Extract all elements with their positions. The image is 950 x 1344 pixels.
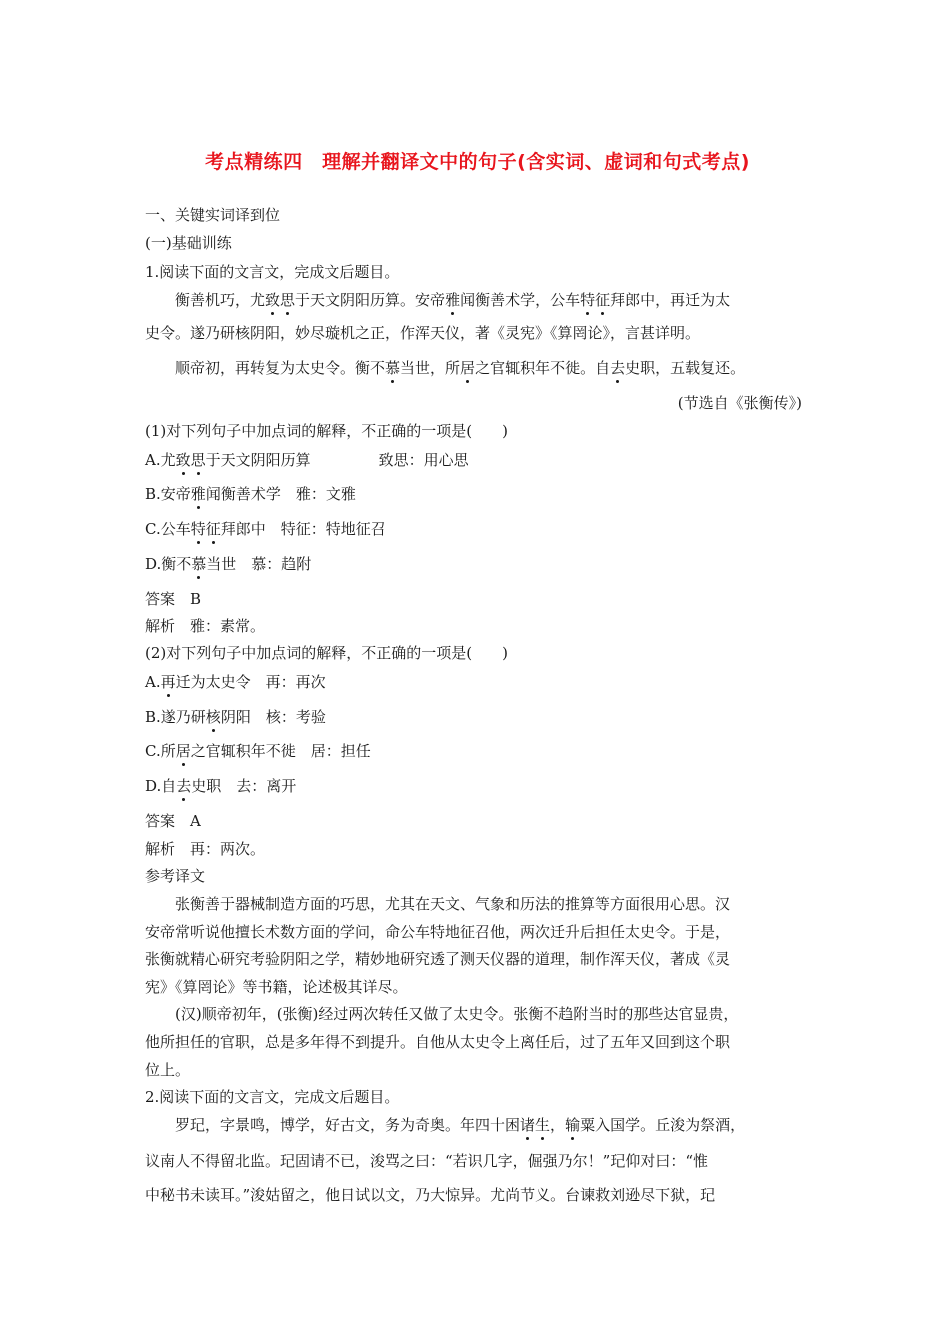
- translation-line-1: 张衡善于器械制造方面的巧思，尤其在天文、气象和历法的推算等方面很用心思。汉: [175, 895, 731, 913]
- sub-question-1-stem: (1)对下列句子中加点词的解释，不正确的一项是( ): [145, 422, 508, 440]
- translation-line-7: 位上。: [145, 1061, 191, 1079]
- question-1-prompt: 1.阅读下面的文言文，完成文后题目。: [145, 263, 400, 281]
- option-1b: B.安帝雅闻衡善术学 雅：文雅: [145, 485, 356, 503]
- option-2b: B.遂乃研核阴阳 核：考验: [145, 708, 326, 726]
- sub-question-2-stem: (2)对下列句子中加点词的解释，不正确的一项是( ): [145, 644, 508, 662]
- translation-line-5: (汉)顺帝初年，(张衡)经过两次转任又做了太史令。张衡不趋附当时的那些达官显贵，: [175, 1005, 739, 1023]
- option-2a: A.再迁为太史令 再：再次: [145, 673, 326, 691]
- analysis-2: 解析 再：两次。: [145, 840, 266, 858]
- section-heading: 一、关键实词译到位: [145, 206, 281, 224]
- translation-line-6: 他所担任的官职，总是多年得不到提升。自他从太史令上离任后，过了五年又回到这个职: [145, 1033, 731, 1051]
- translation-line-4: 宪》《算罔论》等书籍，论述极其详尽。: [145, 978, 408, 996]
- subsection-heading: (一)基础训练: [145, 234, 232, 252]
- passage-1-line-1: 衡善机巧，尤致思于天文阴阳历算。安帝雅闻衡善术学，公车特征拜郎中，再迁为太: [175, 291, 731, 309]
- translation-label: 参考译文: [145, 867, 206, 885]
- translation-line-2: 安帝常听说他擅长术数方面的学问，命公车特地征召他，两次迁升后担任太史令。于是，: [145, 923, 731, 941]
- passage-2-line-2: 议南人不得留北监。玘固请不已，浚骂之曰：“若识几字，倔强乃尔！”玘仰对曰：“惟: [145, 1152, 709, 1170]
- translation-line-3: 张衡就精心研究考验阴阳之学，精妙地研究透了测天仪器的道理，制作浑天仪，著成《灵: [145, 950, 731, 968]
- answer-2: 答案 A: [145, 812, 201, 830]
- option-1a: A.尤致思于天文阴阳历算 致思：用心思: [145, 451, 469, 469]
- page-title: 考点精练四 理解并翻译文中的句子(含实词、虚词和句式考点): [205, 151, 750, 173]
- passage-1-line-2: 史令。遂乃研核阴阳，妙尽璇机之正，作浑天仪，著《灵宪》《算罔论》，言甚详明。: [145, 324, 701, 342]
- option-2c: C.所居之官辄积年不徙 居：担任: [145, 742, 371, 760]
- passage-2-line-1: 罗玘，字景鸣，博学，好古文，务为奇奥。年四十困诸生，输粟入国学。丘浚为祭酒，: [175, 1116, 746, 1134]
- option-1d: D.衡不慕当世 慕：趋附: [145, 555, 312, 573]
- passage-1-source: (节选自《张衡传》): [677, 394, 802, 412]
- analysis-1: 解析 雅：素常。: [145, 617, 266, 635]
- passage-1-line-3: 顺帝初，再转复为太史令。衡不慕当世，所居之官辄积年不徙。自去史职，五载复还。: [175, 359, 746, 377]
- answer-1: 答案 B: [145, 590, 202, 608]
- option-1c: C.公车特征拜郎中 特征：特地征召: [145, 520, 386, 538]
- option-2d: D.自去史职 去：离开: [145, 777, 297, 795]
- question-2-prompt: 2.阅读下面的文言文，完成文后题目。: [145, 1088, 400, 1106]
- passage-2-line-3: 中秘书未读耳。”浚姑留之，他日试以文，乃大惊异。尤尚节义。台谏救刘逊尽下狱，玘: [145, 1186, 716, 1204]
